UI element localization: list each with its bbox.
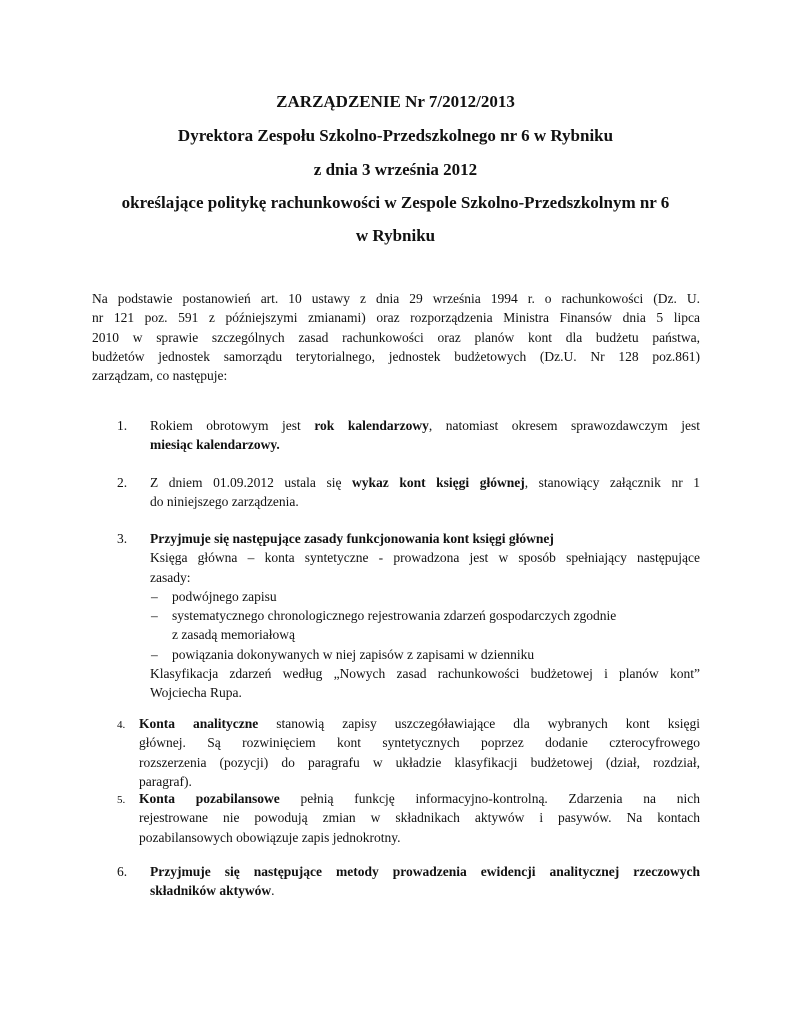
- item-line: głównej. Są rozwinięciem kont syntetycznych poprzez dodanie czterocyfrowego: [139, 735, 700, 751]
- item-line: rejestrowane nie powodują zmian w składnikach aktywów i pasywów. Na kontach: [139, 810, 700, 826]
- item-line: [150, 881, 700, 900]
- item-body: [150, 529, 700, 703]
- bullet-item: [150, 587, 700, 606]
- item-bold-line: Przyjmuje się następujące metody prowadzenia ewidencji analitycznej rzeczowych: [150, 864, 700, 879]
- item-number: 1.: [117, 418, 128, 433]
- intro-paragraph: [92, 289, 700, 385]
- item-body: [139, 789, 700, 847]
- bullet-item: [150, 645, 700, 664]
- item-number: 4.: [117, 719, 126, 731]
- intro-line: Na podstawie postanowień art. 10 ustawy z dnia 29 września 1994 r. o rachunkowości (Dz. U.: [92, 291, 700, 306]
- bullet-item: [150, 606, 700, 625]
- intro-line: nr 121 poz. 591 z późniejszymi zmianami) oraz rozporządzenia Ministra Finansów dnia 5 lipca: [92, 310, 700, 326]
- item-bold-text: składników aktywów: [150, 883, 272, 899]
- item-number: 2.: [117, 475, 128, 490]
- item-line: Klasyfikacja zdarzeń według „Nowych zasad rachunkowości budżetowej i planów kont”: [150, 666, 700, 682]
- item-line: [139, 714, 700, 733]
- item-text: Rokiem obrotowym jest: [150, 418, 315, 433]
- item-line: rozszerzenia (pozycji) do paragrafu w układzie klasyfikacji budżetowej (dział, rozdział,: [139, 754, 700, 770]
- item-line: zasady:: [150, 569, 191, 585]
- item-bold-text: rok kalendarzowy: [314, 418, 429, 433]
- item-body: [139, 714, 700, 791]
- intro-line: zarządzam, co następuje:: [92, 368, 228, 384]
- dash-bullet-icon: –: [151, 646, 158, 662]
- title-line-4: określające politykę rachunkowości w Zespole Szkolno-Przedszkolnym nr 6: [121, 193, 670, 212]
- item-line: [150, 473, 700, 492]
- bullet-text: systematycznego chronologicznego rejestrowania zdarzeń gospodarczych zgodnie: [172, 608, 617, 624]
- item-line: do niniejszego zarządzenia.: [150, 494, 299, 510]
- item-bold-text: Konta pozabilansowe: [139, 791, 280, 806]
- item-line: [150, 416, 700, 435]
- title-line-5: w Rybniku: [355, 226, 436, 245]
- item-bold-text: Konta analityczne: [139, 716, 259, 731]
- item-text: , stanowiący załącznik nr 1: [524, 475, 700, 490]
- item-line: Księga główna – konta syntetyczne - prowadzona jest w sposób spełniający następujące: [150, 550, 700, 566]
- title-line-2: Dyrektora Zespołu Szkolno-Przedszkolnego nr 6 w Rybniku: [177, 126, 614, 145]
- item-text: stanowią zapisy uszczegóławiające dla wybranych kont księgi: [258, 716, 700, 731]
- title-line-1: ZARZĄDZENIE Nr 7/2012/2013: [276, 92, 515, 111]
- item-body: [150, 473, 700, 512]
- item-line: Wojciecha Rupa.: [150, 685, 242, 701]
- dash-bullet-icon: –: [151, 588, 158, 604]
- item-text: , natomiast okresem sprawozdawczym jest: [428, 418, 700, 433]
- bullet-text: podwójnego zapisu: [172, 588, 277, 604]
- item-body: [150, 416, 700, 455]
- item-bold-text: miesiąc kalendarzowy.: [150, 437, 280, 453]
- item-text: pełnią funkcję informacyjno-kontrolną. Zdarzenia na nich: [279, 791, 700, 806]
- intro-line: budżetów jednostek samorządu terytorialnego, jednostek budżetowych (Dz.U. Nr 128 poz.861): [92, 348, 700, 364]
- item-text: Z dniem 01.09.2012 ustala się: [150, 475, 353, 490]
- item-heading: Przyjmuje się następujące zasady funkcjonowania kont księgi głównej: [150, 531, 554, 546]
- item-line: pozabilansowych obowiązuje zapis jednokrotny.: [139, 829, 401, 845]
- item-line: paragraf).: [139, 773, 192, 789]
- item-line: [150, 435, 700, 454]
- bullet-text: powiązania dokonywanych w niej zapisów z zapisami w dzienniku: [172, 646, 535, 662]
- item-text: .: [271, 883, 275, 899]
- item-number: 5.: [117, 794, 126, 806]
- title-line-3: z dnia 3 września 2012: [313, 160, 478, 179]
- item-bold-text: wykaz kont księgi głównej: [352, 475, 525, 490]
- item-body: [150, 862, 700, 901]
- item-number: 3.: [117, 531, 128, 546]
- intro-line: 2010 w sprawie szczególnych zasad rachunkowości oraz planów kont dla budżetu państwa,: [92, 329, 700, 345]
- item-number: 6.: [117, 864, 128, 879]
- dash-bullet-icon: –: [151, 608, 158, 624]
- bullet-continuation: z zasadą memoriałową: [172, 627, 295, 643]
- item-line: [139, 789, 700, 808]
